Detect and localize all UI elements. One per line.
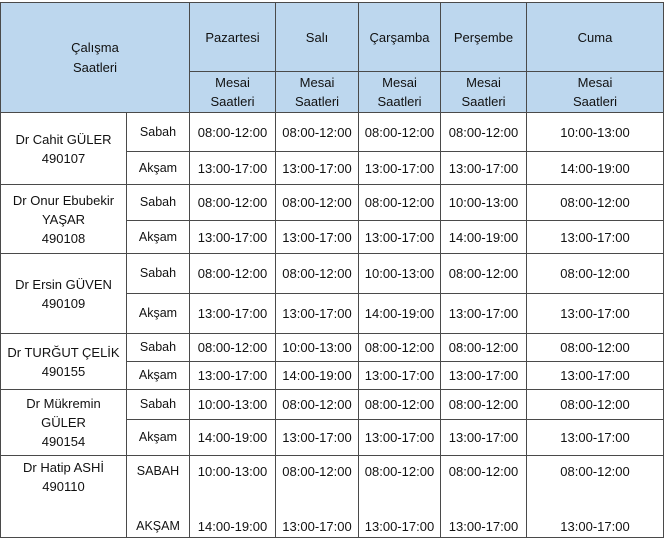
table-row xyxy=(1,254,664,294)
doctor-name-line: Dr Cahit GÜLER xyxy=(15,131,112,147)
time-cell: 08:00-12:00 xyxy=(359,113,441,152)
subheader-label: Mesai Saatleri xyxy=(572,75,618,109)
shift-label: Akşam xyxy=(127,294,190,334)
doctor-id-line: 490109 xyxy=(41,295,86,311)
doctor-name-line: Dr Mükremin xyxy=(26,396,101,411)
doctor-name-line: Dr Onur Ebubekir xyxy=(12,192,115,208)
table-row xyxy=(1,334,664,362)
time-cell: 08:00-12:00 xyxy=(190,254,276,294)
subheader-label: Mesai Saatleri xyxy=(377,75,422,109)
time-cell: 10:00-13:00 xyxy=(190,456,276,488)
time-cell: 13:00-17:00 xyxy=(441,488,527,538)
time-cell: 13:00-17:00 xyxy=(441,420,527,456)
subheader-cell xyxy=(527,72,664,113)
time-cell: 14:00-19:00 xyxy=(276,362,359,390)
doctor-id-line: 490107 xyxy=(41,150,86,166)
day-header-carsamba: Çarşamba xyxy=(359,3,441,72)
subheader-cell xyxy=(359,72,441,113)
shift-label: SABAH xyxy=(127,456,190,488)
time-cell: 08:00-12:00 xyxy=(276,254,359,294)
time-cell: 13:00-17:00 xyxy=(276,294,359,334)
time-cell: 13:00-17:00 xyxy=(276,488,359,538)
time-cell: 08:00-12:00 xyxy=(527,185,664,221)
time-cell: 10:00-13:00 xyxy=(359,254,441,294)
table-row xyxy=(1,456,664,488)
time-cell: 13:00-17:00 xyxy=(276,420,359,456)
time-cell: 13:00-17:00 xyxy=(527,420,664,456)
time-cell: 13:00-17:00 xyxy=(190,152,276,185)
time-cell: 08:00-12:00 xyxy=(441,254,527,294)
shift-label: Sabah xyxy=(127,113,190,152)
table-row xyxy=(1,390,664,420)
subheader-label: Mesai Saatleri xyxy=(294,75,340,109)
time-cell: 08:00-12:00 xyxy=(441,334,527,362)
doctor-name-line: YAŞAR xyxy=(41,211,86,227)
shift-label: Akşam xyxy=(127,152,190,185)
table-row xyxy=(1,113,664,152)
time-cell: 10:00-13:00 xyxy=(190,390,276,420)
time-cell: 08:00-12:00 xyxy=(359,456,441,488)
subheader-cell xyxy=(441,72,527,113)
shift-label: Sabah xyxy=(127,185,190,221)
time-cell: 08:00-12:00 xyxy=(276,185,359,221)
doctor-cell xyxy=(1,390,127,456)
day-header-row xyxy=(1,3,664,72)
doctor-id-line: 490155 xyxy=(41,363,86,379)
time-cell: 13:00-17:00 xyxy=(190,221,276,254)
time-cell: 08:00-12:00 xyxy=(359,185,441,221)
time-cell: 14:00-19:00 xyxy=(190,420,276,456)
time-cell: 08:00-12:00 xyxy=(527,254,664,294)
time-cell: 13:00-17:00 xyxy=(190,294,276,334)
doctor-cell xyxy=(1,334,127,390)
time-cell: 13:00-17:00 xyxy=(441,362,527,390)
time-cell: 13:00-17:00 xyxy=(276,221,359,254)
shift-label: Akşam xyxy=(127,362,190,390)
corner-header-cell xyxy=(1,3,190,113)
time-cell: 13:00-17:00 xyxy=(359,362,441,390)
time-cell: 08:00-12:00 xyxy=(190,113,276,152)
doctor-id-line: 490108 xyxy=(41,230,86,246)
doctor-id-line: 490110 xyxy=(42,479,85,494)
time-cell: 13:00-17:00 xyxy=(276,152,359,185)
time-cell: 13:00-17:00 xyxy=(359,420,441,456)
time-cell: 08:00-12:00 xyxy=(441,456,527,488)
time-cell: 08:00-12:00 xyxy=(359,390,441,420)
table-row xyxy=(1,185,664,221)
doctor-cell xyxy=(1,456,127,538)
doctor-name-line: GÜLER xyxy=(41,415,86,430)
subheader-label: Mesai Saatleri xyxy=(210,75,255,109)
time-cell: 13:00-17:00 xyxy=(190,362,276,390)
time-cell: 08:00-12:00 xyxy=(441,390,527,420)
schedule-table xyxy=(0,2,664,538)
time-cell: 13:00-17:00 xyxy=(359,488,441,538)
time-cell: 13:00-17:00 xyxy=(527,221,664,254)
time-cell: 14:00-19:00 xyxy=(190,488,276,538)
time-cell: 10:00-13:00 xyxy=(527,113,664,152)
doctor-name-line: Dr Ersin GÜVEN xyxy=(15,276,112,292)
shift-label: Akşam xyxy=(127,221,190,254)
day-header-persembe: Perşembe xyxy=(441,3,527,72)
time-cell: 08:00-12:00 xyxy=(276,456,359,488)
day-header-pazartesi: Pazartesi xyxy=(190,3,276,72)
time-cell: 08:00-12:00 xyxy=(190,334,276,362)
time-cell: 08:00-12:00 xyxy=(190,185,276,221)
shift-label: Akşam xyxy=(127,420,190,456)
time-cell: 13:00-17:00 xyxy=(441,294,527,334)
doctor-cell xyxy=(1,185,127,254)
shift-label: AKŞAM xyxy=(127,488,190,538)
time-cell: 14:00-19:00 xyxy=(527,152,664,185)
time-cell: 10:00-13:00 xyxy=(276,334,359,362)
time-cell: 08:00-12:00 xyxy=(527,390,664,420)
day-header-cuma: Cuma xyxy=(527,3,664,72)
time-cell: 14:00-19:00 xyxy=(441,221,527,254)
time-cell: 08:00-12:00 xyxy=(527,334,664,362)
time-cell: 13:00-17:00 xyxy=(441,152,527,185)
time-cell: 10:00-13:00 xyxy=(441,185,527,221)
shift-label: Sabah xyxy=(127,390,190,420)
doctor-id-line: 490154 xyxy=(41,434,86,449)
doctor-cell xyxy=(1,113,127,185)
time-cell: 13:00-17:00 xyxy=(359,152,441,185)
doctor-name-line: Dr Hatip ASHİ xyxy=(23,460,104,475)
time-cell: 08:00-12:00 xyxy=(276,113,359,152)
time-cell: 08:00-12:00 xyxy=(527,456,664,488)
doctor-cell xyxy=(1,254,127,334)
day-header-sali: Salı xyxy=(276,3,359,72)
time-cell: 13:00-17:00 xyxy=(527,362,664,390)
time-cell: 13:00-17:00 xyxy=(527,488,664,538)
doctor-name-line: Dr TURĞUT ÇELİK xyxy=(7,344,120,360)
time-cell: 14:00-19:00 xyxy=(359,294,441,334)
shift-label: Sabah xyxy=(127,334,190,362)
subheader-cell xyxy=(190,72,276,113)
time-cell: 08:00-12:00 xyxy=(276,390,359,420)
shift-label: Sabah xyxy=(127,254,190,294)
subheader-cell xyxy=(276,72,359,113)
corner-label: Çalışma Saatleri xyxy=(71,39,119,75)
subheader-label: Mesai Saatleri xyxy=(461,75,506,109)
time-cell: 08:00-12:00 xyxy=(359,334,441,362)
time-cell: 13:00-17:00 xyxy=(527,294,664,334)
time-cell: 13:00-17:00 xyxy=(359,221,441,254)
time-cell: 08:00-12:00 xyxy=(441,113,527,152)
